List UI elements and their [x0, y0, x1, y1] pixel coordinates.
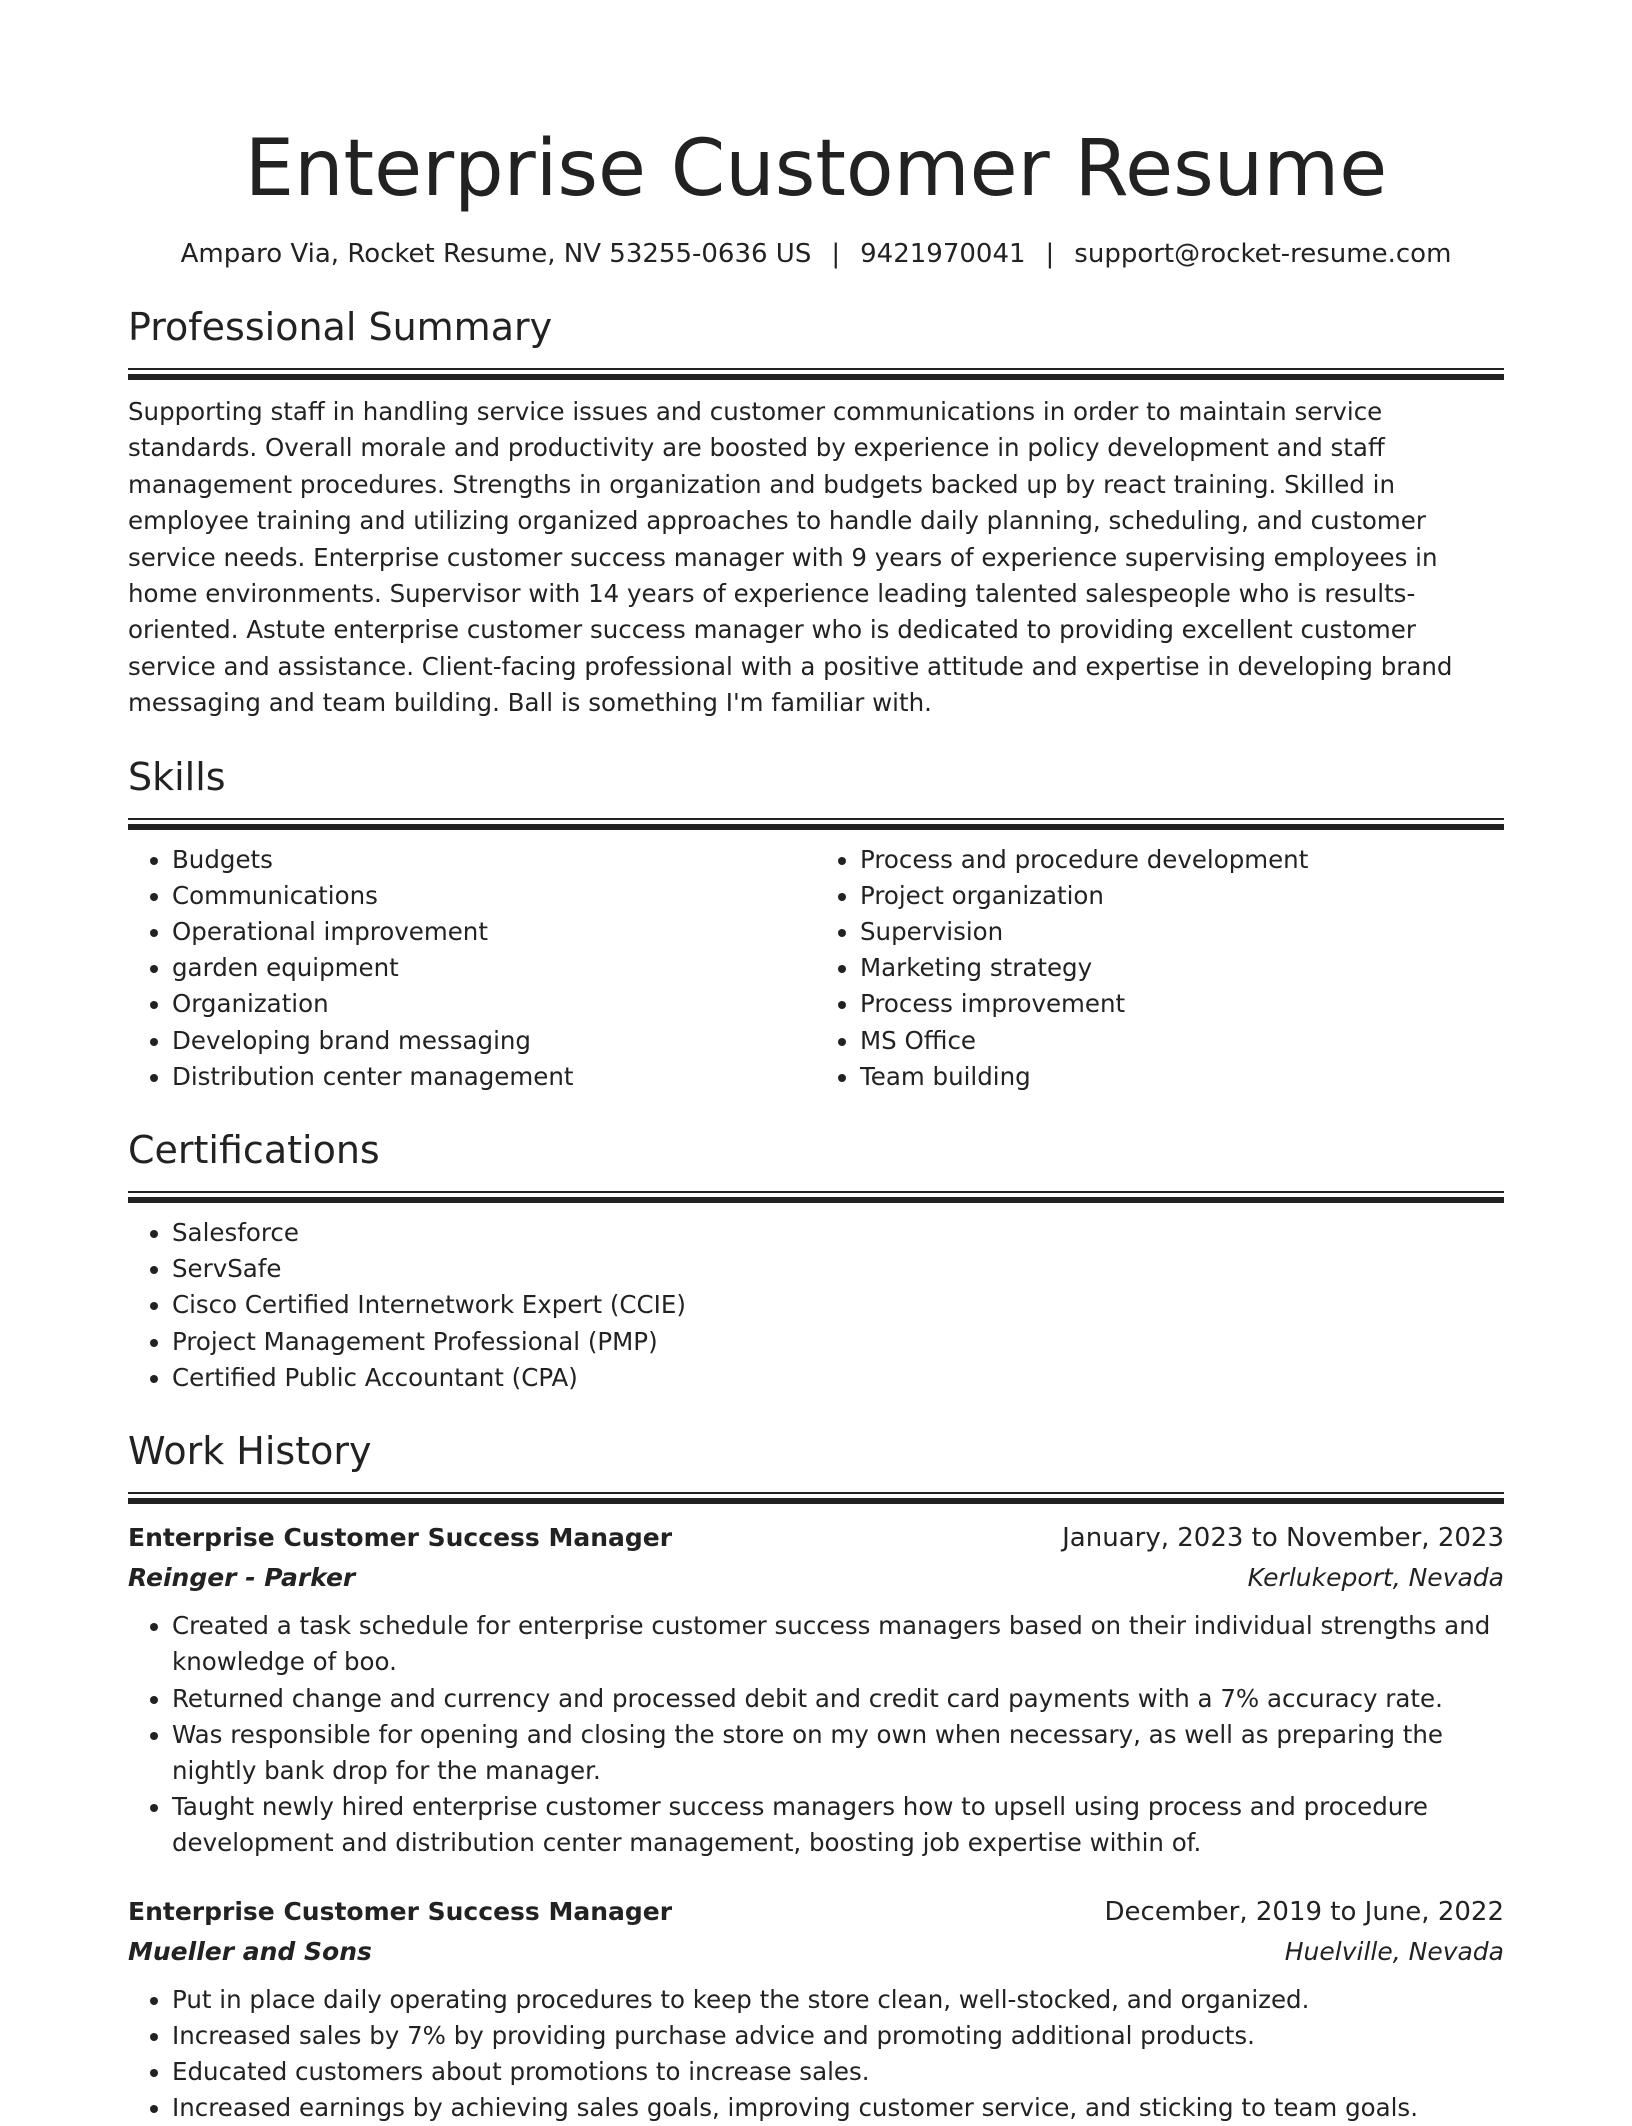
job-company-row	[128, 1932, 1504, 1972]
certifications-list	[128, 1215, 1504, 1396]
skill-item: • garden equipment	[172, 950, 816, 986]
certification-item: • Salesforce	[172, 1215, 1504, 1251]
job-dates: December, 2019 to June, 2022	[1104, 1896, 1504, 1927]
skill-item: • Supervision	[860, 914, 1504, 950]
job-location: Kerlukeport, Nevada	[1247, 1563, 1504, 1593]
job-bullets	[128, 1608, 1504, 1861]
contact-line	[128, 236, 1504, 272]
summary-text: Supporting staff in handling service issues and customer communications in order to maintain service standards. Overall morale and productivity are boosted by experience in policy development and staff management procedures. Strengths in organization and budgets backed up by react training. Skilled in employee training and utilizing organized approaches to handle daily planning, scheduling, and customer service needs. Enterprise customer success manager with 9 years of experience supervising employees in home environments. Supervisor with 14 years of experience leading talented salespeople who is results-oriented. Astute enterprise customer success manager who is dedicated to providing excellent customer service and assistance. Client-facing professional with a positive attitude and expertise in developing brand messaging and team building. Ball is something I'm familiar with.	[128, 397, 1453, 718]
contact-address: Amparo Via, Rocket Resume, NV 53255-0636 US	[180, 239, 812, 269]
job-bullet: • Returned change and currency and processed debit and credit card payments with a 7% accuracy rate.	[172, 1681, 1504, 1717]
work-history-heading: Work History	[128, 1429, 372, 1474]
skill-item: • Developing brand messaging	[172, 1023, 816, 1059]
certification-item: • Cisco Certified Internetwork Expert (CCIE)	[172, 1287, 1504, 1323]
job-title: Enterprise Customer Success Manager	[128, 1896, 673, 1926]
job-company: Reinger - Parker	[128, 1563, 356, 1593]
skill-item: • Operational improvement	[172, 914, 816, 950]
job-header-row	[128, 1518, 1504, 1558]
section-divider	[128, 368, 1504, 380]
skills-list-left	[128, 842, 816, 1095]
job-bullet: • Was responsible for opening and closing the store on my own when necessary, as well as preparing the nightly bank drop for the manager.	[172, 1717, 1504, 1789]
certifications-section	[128, 1125, 1504, 1396]
section-divider	[128, 1191, 1504, 1203]
job-dates: January, 2023 to November, 2023	[1062, 1523, 1504, 1554]
job-company: Mueller and Sons	[128, 1936, 372, 1966]
certification-item: • Certified Public Accountant (CPA)	[172, 1360, 1504, 1396]
summary-heading: Professional Summary	[128, 305, 553, 349]
job-bullet: • Educated customers about promotions to increase sales.	[172, 2054, 1504, 2090]
certification-item: • Project Management Professional (PMP)	[172, 1324, 1504, 1360]
job-bullet: • Taught newly hired enterprise customer success managers how to upsell using process and procedure development and distribution center management, boosting job expertise within of.	[172, 1789, 1504, 1861]
skills-section	[128, 752, 1504, 1095]
skill-item: • Organization	[172, 986, 816, 1022]
skill-item: • Process improvement	[860, 986, 1504, 1022]
section-divider	[128, 818, 1504, 830]
skill-item: • Marketing strategy	[860, 950, 1504, 986]
job-company-row	[128, 1558, 1504, 1598]
skills-grid	[128, 830, 1504, 1095]
skill-item: • Team building	[860, 1059, 1504, 1095]
skill-item: • Process and procedure development	[860, 842, 1504, 878]
certifications-heading: Certifications	[128, 1128, 380, 1173]
job-location: Huelville, Nevada	[1284, 1936, 1504, 1966]
contact-separator: |	[831, 239, 841, 269]
contact-email: support@rocket-resume.com	[1074, 239, 1452, 269]
skill-item: • Communications	[172, 878, 816, 914]
contact-phone: 9421970041	[860, 239, 1026, 269]
skill-item: • Project organization	[860, 878, 1504, 914]
job-bullet: • Increased earnings by achieving sales goals, improving customer service, and sticking to team goals.	[172, 2090, 1504, 2126]
section-divider	[128, 1492, 1504, 1504]
job-header-row	[128, 1892, 1504, 1932]
job-bullets	[128, 1982, 1504, 2126]
skills-list-right	[816, 842, 1504, 1095]
contact-separator: |	[1045, 239, 1055, 269]
skills-heading: Skills	[128, 754, 226, 799]
certification-item: • ServSafe	[172, 1251, 1504, 1287]
summary-section	[128, 302, 1504, 722]
skill-item: • Distribution center management	[172, 1059, 816, 1095]
skill-item: • Budgets	[172, 842, 816, 878]
job-entry	[128, 1518, 1504, 1861]
work-history-section	[128, 1426, 1504, 2126]
resume-title: Enterprise Customer Resume	[244, 124, 1388, 214]
job-bullet: • Created a task schedule for enterprise customer success managers based on their individual strengths and knowledge of boo.	[172, 1608, 1504, 1680]
job-entry	[128, 1892, 1504, 2126]
job-bullet: • Increased sales by 7% by providing purchase advice and promoting additional products.	[172, 2018, 1504, 2054]
skill-item: • MS Office	[860, 1023, 1504, 1059]
job-title: Enterprise Customer Success Manager	[128, 1523, 673, 1553]
job-bullet: • Put in place daily operating procedures to keep the store clean, well-stocked, and organized.	[172, 1982, 1504, 2018]
